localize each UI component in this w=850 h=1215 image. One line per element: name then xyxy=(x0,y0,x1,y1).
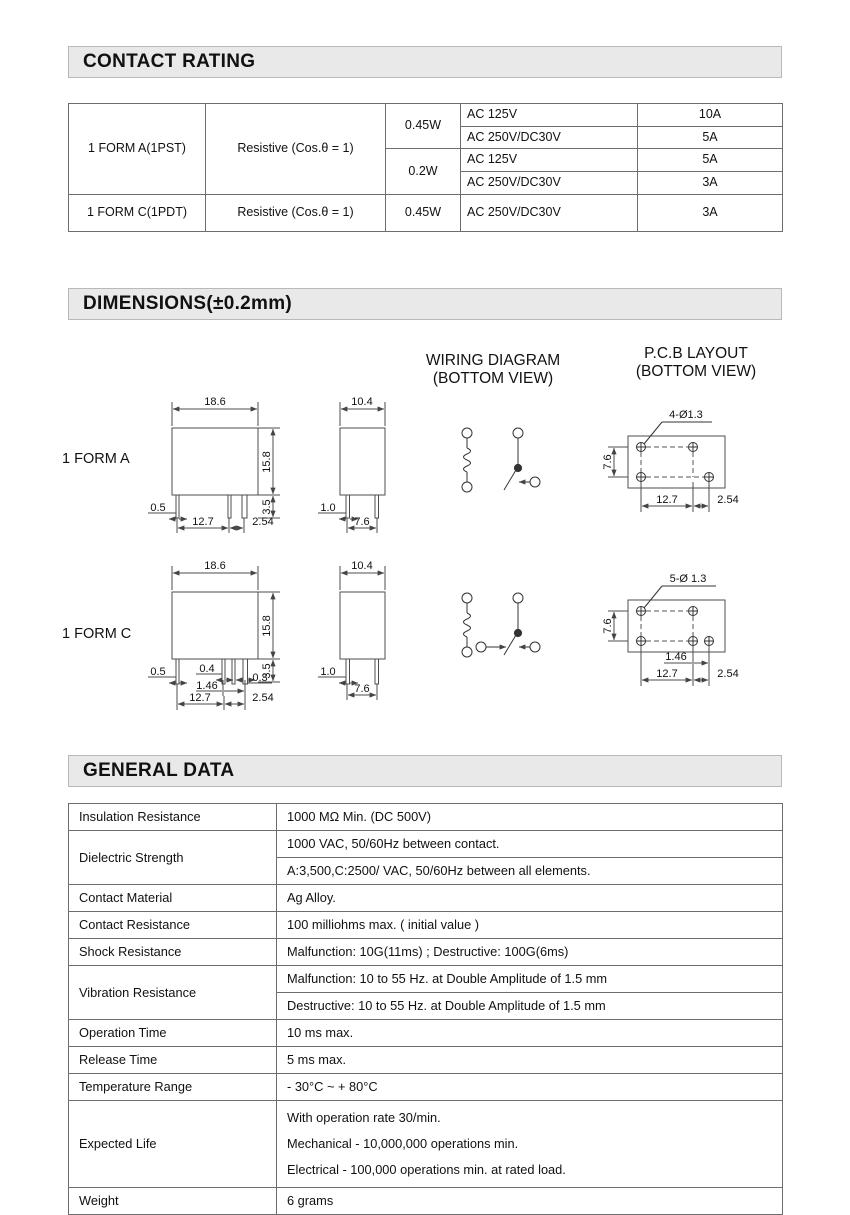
svg-text:7.6: 7.6 xyxy=(602,618,614,634)
svg-text:12.7: 12.7 xyxy=(192,516,214,528)
gd-value-expected-life-3: Electrical - 100,000 operations min. at rated load. xyxy=(277,1157,783,1188)
cell-form-a: 1 FORM A(1PST) xyxy=(69,104,206,195)
cell-current-2: 5A xyxy=(638,126,783,149)
svg-text:0.5: 0.5 xyxy=(150,666,166,678)
svg-text:12.7: 12.7 xyxy=(656,668,678,680)
gd-value-temperature-range: - 30°C ~ + 80°C xyxy=(277,1074,783,1101)
svg-text:4-Ø1.3: 4-Ø1.3 xyxy=(669,409,703,421)
gd-label-dielectric-strength: Dielectric Strength xyxy=(69,831,277,885)
gd-label-release-time: Release Time xyxy=(69,1047,277,1074)
cell-load-a: Resistive (Cos.θ = 1) xyxy=(206,104,386,195)
svg-text:7.6: 7.6 xyxy=(354,516,370,528)
cell-voltage-1: AC 125V xyxy=(461,104,638,127)
dimensions-header xyxy=(68,288,782,320)
svg-text:2.54: 2.54 xyxy=(717,668,739,680)
gd-label-expected-life: Expected Life xyxy=(69,1101,277,1188)
cell-power-02-a: 0.2W xyxy=(386,149,461,194)
gd-value-expected-life-1: With operation rate 30/min. xyxy=(277,1101,783,1132)
svg-text:7.6: 7.6 xyxy=(354,683,370,695)
pcb-heading-line1: P.C.B LAYOUT xyxy=(644,345,748,362)
gd-label-operation-time: Operation Time xyxy=(69,1020,277,1047)
contact-rating-header xyxy=(68,46,782,78)
gd-value-release-time: 5 ms max. xyxy=(277,1047,783,1074)
table-row xyxy=(69,104,783,127)
svg-text:0.4: 0.4 xyxy=(199,663,215,675)
svg-text:1.46: 1.46 xyxy=(196,680,218,692)
gd-label-contact-material: Contact Material xyxy=(69,885,277,912)
gd-label-vibration-resistance: Vibration Resistance xyxy=(69,966,277,1020)
cell-current-4: 3A xyxy=(638,171,783,194)
gd-value-operation-time: 10 ms max. xyxy=(277,1020,783,1047)
table-row xyxy=(69,1101,783,1132)
svg-text:0.5: 0.5 xyxy=(150,502,166,514)
general-data-title: GENERAL DATA xyxy=(83,760,235,781)
form-c-wiring-diagram xyxy=(462,593,540,657)
svg-text:18.6: 18.6 xyxy=(204,396,226,408)
svg-text:15.8: 15.8 xyxy=(261,451,273,473)
cell-voltage-3: AC 125V xyxy=(461,149,638,172)
svg-text:2.54: 2.54 xyxy=(252,692,274,704)
svg-text:12.7: 12.7 xyxy=(656,494,678,506)
table-row xyxy=(69,1020,783,1047)
form-c-front-view xyxy=(148,560,280,710)
cell-current-3: 5A xyxy=(638,149,783,172)
gd-label-contact-resistance: Contact Resistance xyxy=(69,912,277,939)
cell-voltage-5: AC 250V/DC30V xyxy=(461,194,638,231)
general-data-table xyxy=(68,803,783,1215)
general-data-header xyxy=(68,755,782,787)
dimensions-drawing-area xyxy=(0,330,850,750)
svg-text:7.6: 7.6 xyxy=(602,454,614,470)
gd-value-weight: 6 grams xyxy=(277,1188,783,1215)
gd-value-dielectric-strength-1: 1000 VAC, 50/60Hz between contact. xyxy=(277,831,783,858)
table-row xyxy=(69,912,783,939)
table-row xyxy=(69,966,783,993)
svg-text:10.4: 10.4 xyxy=(351,560,373,572)
gd-label-temperature-range: Temperature Range xyxy=(69,1074,277,1101)
gd-label-shock-resistance: Shock Resistance xyxy=(69,939,277,966)
table-row xyxy=(69,939,783,966)
svg-text:18.6: 18.6 xyxy=(204,560,226,572)
gd-value-dielectric-strength-2: A:3,500,C:2500/ VAC, 50/60Hz between all elements. xyxy=(277,858,783,885)
svg-text:15.8: 15.8 xyxy=(261,615,273,637)
gd-value-vibration-resistance-2: Destructive: 10 to 55 Hz. at Double Amplitude of 1.5 mm xyxy=(277,993,783,1020)
page-title: CONTACT RATING xyxy=(83,51,256,72)
cell-voltage-4: AC 250V/DC30V xyxy=(461,171,638,194)
svg-text:5-Ø 1.3: 5-Ø 1.3 xyxy=(669,573,707,585)
svg-text:1.0: 1.0 xyxy=(320,666,336,678)
cell-power-045-c: 0.45W xyxy=(386,194,461,231)
form-c-pcb-layout xyxy=(602,573,739,686)
gd-label-weight: Weight xyxy=(69,1188,277,1215)
table-row xyxy=(69,885,783,912)
form-a-pcb-layout xyxy=(602,409,739,512)
gd-value-shock-resistance: Malfunction: 10G(11ms) ; Destructive: 100G(6ms) xyxy=(277,939,783,966)
form-c-side-view xyxy=(318,560,385,700)
table-row xyxy=(69,804,783,831)
table-row xyxy=(69,1188,783,1215)
pcb-heading-line2: (BOTTOM VIEW) xyxy=(635,363,757,381)
table-row xyxy=(69,831,783,858)
svg-text:1.0: 1.0 xyxy=(320,502,336,514)
row-label-form-a: 1 FORM A xyxy=(62,451,130,467)
dimensions-title: DIMENSIONS(±0.2mm) xyxy=(83,293,293,314)
cell-voltage-2: AC 250V/DC30V xyxy=(461,126,638,149)
cell-current-5: 3A xyxy=(638,194,783,231)
cell-current-1: 10A xyxy=(638,104,783,127)
cell-power-045-a: 0.45W xyxy=(386,104,461,149)
cell-load-c: Resistive (Cos.θ = 1) xyxy=(206,194,386,231)
gd-value-contact-material: Ag Alloy. xyxy=(277,885,783,912)
form-a-wiring-diagram xyxy=(462,428,540,492)
gd-value-contact-resistance: 100 milliohms max. ( initial value ) xyxy=(277,912,783,939)
svg-text:12.7: 12.7 xyxy=(189,692,211,704)
svg-text:2.54: 2.54 xyxy=(717,494,739,506)
gd-value-vibration-resistance-1: Malfunction: 10 to 55 Hz. at Double Amplitude of 1.5 mm xyxy=(277,966,783,993)
table-row xyxy=(69,1047,783,1074)
gd-value-insulation-resistance: 1000 MΩ Min. (DC 500V) xyxy=(277,804,783,831)
cell-form-c: 1 FORM C(1PDT) xyxy=(69,194,206,231)
wiring-heading-line2: (BOTTOM VIEW) xyxy=(432,370,554,388)
wiring-heading-line1: WIRING DIAGRAM xyxy=(425,352,561,369)
svg-text:3.5: 3.5 xyxy=(261,663,273,679)
svg-text:10.4: 10.4 xyxy=(351,396,373,408)
row-label-form-c: 1 FORM C xyxy=(62,626,132,642)
svg-text:3.5: 3.5 xyxy=(261,499,273,515)
contact-rating-table xyxy=(68,103,783,232)
form-a-side-view xyxy=(318,396,385,533)
svg-text:0.3: 0.3 xyxy=(252,672,268,684)
table-row xyxy=(69,1074,783,1101)
form-a-front-view xyxy=(148,396,280,533)
gd-value-expected-life-2: Mechanical - 10,000,000 operations min. xyxy=(277,1131,783,1157)
svg-text:2.54: 2.54 xyxy=(252,516,274,528)
gd-label-insulation-resistance: Insulation Resistance xyxy=(69,804,277,831)
table-row xyxy=(69,194,783,231)
svg-text:1.46: 1.46 xyxy=(665,651,687,663)
